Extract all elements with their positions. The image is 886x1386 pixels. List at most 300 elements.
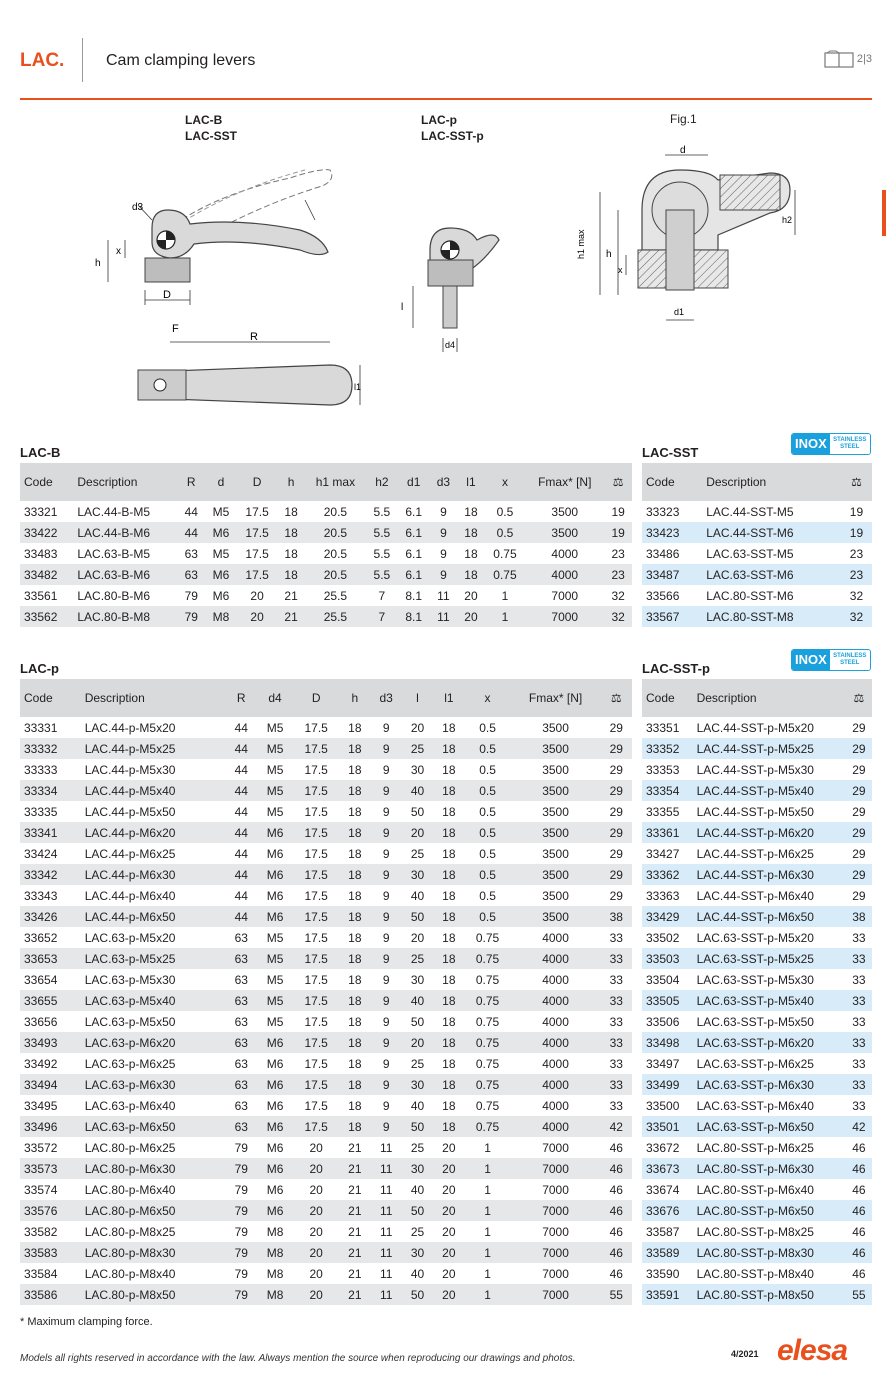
table-cell: 17.5 — [245, 504, 269, 519]
table-cell: 18 — [284, 546, 298, 561]
table-cell: 46 — [601, 1200, 632, 1221]
table-cell: 18 — [442, 720, 456, 735]
table-cell: 0.75 — [475, 930, 500, 945]
table-cell: 33654 — [24, 972, 58, 987]
table-cell: M6 — [205, 522, 237, 543]
dim-h: h — [95, 258, 101, 269]
table-row — [20, 1095, 632, 1116]
table-cell: 18 — [348, 888, 362, 903]
table-cell: 0.5 — [465, 822, 511, 843]
table-row — [642, 738, 872, 759]
table-cell: 33501 — [642, 1116, 693, 1137]
table-cell: 6.1 — [405, 546, 423, 561]
table-cell: 33 — [846, 1032, 872, 1053]
table-cell: LAC.44-SST-p-M5x25 — [693, 738, 846, 759]
table-cell: 20.5 — [323, 504, 348, 519]
table-cell: M6 — [257, 864, 293, 885]
table-cell: LAC.80-p-M8x50 — [81, 1284, 226, 1305]
table-cell: 29 — [609, 762, 623, 777]
table-cell: LAC.63-p-M5x40 — [81, 990, 226, 1011]
table-cell: 23 — [841, 543, 872, 564]
table-cell: 32 — [841, 585, 872, 606]
table-cell: 46 — [846, 1263, 872, 1284]
table-cell: M5 — [257, 948, 293, 969]
table-cell: 44 — [177, 522, 205, 543]
dim-x-fig: x — [618, 265, 623, 275]
table-cell: 46 — [846, 1179, 872, 1200]
table-cell: 20 — [293, 1200, 339, 1221]
table-cell: 18 — [348, 762, 362, 777]
table-cell: 18 — [433, 1074, 464, 1095]
table-cell: 1 — [465, 1200, 511, 1221]
table-cell: 18 — [464, 504, 478, 519]
table-cell: M6 — [266, 888, 284, 903]
table-cell: 17.5 — [304, 1056, 328, 1071]
table-row — [20, 843, 632, 864]
inox-sublabel-2: STAINLESS STEEL — [830, 650, 870, 670]
column-header: ⚖ — [601, 679, 632, 717]
table-cell: M8 — [257, 1242, 293, 1263]
table-cell: 11 — [430, 606, 458, 627]
section-title-lac-b: LAC-B — [20, 445, 61, 460]
table-cell: LAC.44-p-M6x40 — [84, 888, 176, 903]
table-cell: 20 — [442, 1182, 456, 1197]
column-header: Description — [693, 679, 846, 717]
column-header: R — [226, 679, 257, 717]
table-row — [642, 1116, 872, 1137]
dim-l1: l1 — [354, 382, 362, 392]
table-cell: 29 — [846, 780, 872, 801]
table-cell: 18 — [433, 1032, 464, 1053]
table-cell: 33332 — [20, 738, 81, 759]
table-cell: 1 — [484, 1140, 491, 1155]
table-cell: 33574 — [24, 1182, 58, 1197]
table-cell: 0.75 — [485, 564, 525, 585]
table-cell: M6 — [266, 1140, 284, 1155]
table-cell: 7000 — [542, 1266, 569, 1281]
column-header: x — [485, 463, 525, 501]
table-cell: LAC.80-p-M6x30 — [81, 1158, 226, 1179]
table-cell: 17.5 — [293, 738, 339, 759]
table-cell: 42 — [601, 1116, 632, 1137]
table-cell: LAC.63-p-M6x20 — [81, 1032, 226, 1053]
table-cell: 29 — [609, 846, 623, 861]
table-cell: 6.1 — [405, 504, 423, 519]
table-cell: 18 — [348, 1056, 362, 1071]
table-cell: 20 — [433, 1284, 464, 1305]
table-cell: 9 — [371, 948, 402, 969]
dim-d3: d3 — [132, 202, 144, 213]
table-cell: 33342 — [20, 864, 81, 885]
table-cell: 7000 — [511, 1284, 601, 1305]
table-cell: 8.1 — [398, 606, 430, 627]
table-cell: M6 — [266, 1182, 284, 1197]
table-cell: 18 — [442, 888, 456, 903]
table-cell: M6 — [257, 1116, 293, 1137]
table-cell: 7000 — [511, 1242, 601, 1263]
table-cell: 4000 — [511, 1116, 601, 1137]
table-cell: 1 — [465, 1284, 511, 1305]
table-cell: 33 — [609, 930, 623, 945]
table-cell: 20 — [309, 1266, 323, 1281]
table-cell: 18 — [339, 906, 370, 927]
table-cell: 46 — [846, 1158, 872, 1179]
table-cell: 33426 — [20, 906, 81, 927]
table-cell: 20 — [433, 1200, 464, 1221]
table-cell: 4000 — [511, 948, 601, 969]
table-cell: 20 — [402, 1032, 433, 1053]
table-cell: 33321 — [24, 504, 58, 519]
table-cell: 8.1 — [405, 588, 423, 603]
table-cell: LAC.80-SST-p-M8x25 — [693, 1221, 846, 1242]
table-cell: LAC.80-SST-p-M8x50 — [693, 1284, 846, 1305]
table-cell: 33674 — [642, 1179, 693, 1200]
column-header: ⚖ — [841, 463, 872, 501]
table-cell: 3500 — [511, 780, 601, 801]
table-cell: LAC.63-p-M5x25 — [81, 948, 226, 969]
table-cell: M5 — [212, 504, 230, 519]
table-cell: LAC.80-SST-p-M8x30 — [693, 1242, 846, 1263]
table-cell: 33503 — [642, 948, 693, 969]
lac-b-top-drawing — [130, 320, 370, 420]
table-cell: 33352 — [642, 738, 693, 759]
table-cell: 33354 — [642, 780, 693, 801]
header-divider — [82, 38, 83, 82]
table-cell: LAC.63-SST-p-M6x25 — [693, 1053, 846, 1074]
table-cell: 29 — [846, 885, 872, 906]
column-header: D — [237, 463, 277, 501]
table-cell: 0.5 — [479, 846, 496, 861]
table-cell: LAC.80-p-M8x30 — [81, 1242, 226, 1263]
table-row — [642, 585, 872, 606]
table-row — [642, 906, 872, 927]
table-row — [20, 1284, 632, 1305]
table-cell: 44 — [184, 504, 198, 519]
table-cell: 46 — [846, 1221, 872, 1242]
table-cell: 21 — [348, 1140, 362, 1155]
table-cell: LAC.80-B-M8 — [73, 606, 177, 627]
table-cell: LAC.44-SST-M5 — [702, 501, 841, 522]
table-cell: 33494 — [20, 1074, 81, 1095]
table-cell: 33496 — [20, 1116, 81, 1137]
table-cell: 18 — [433, 780, 464, 801]
page-number: 2|3 — [856, 53, 872, 65]
table-cell: 17.5 — [245, 546, 269, 561]
table-cell: 18 — [433, 990, 464, 1011]
table-cell: 50 — [402, 906, 433, 927]
table-row — [20, 1032, 632, 1053]
table-row — [642, 543, 872, 564]
table-cell: 18 — [284, 504, 298, 519]
table-cell: 9 — [371, 738, 402, 759]
table-cell: 63 — [234, 1098, 248, 1113]
drawing-label-lac-p — [421, 112, 484, 144]
table-cell: 0.5 — [485, 522, 525, 543]
table-cell: 33587 — [642, 1221, 693, 1242]
table-cell: 33495 — [24, 1098, 58, 1113]
table-row — [20, 1200, 632, 1221]
table-cell: 32 — [611, 588, 625, 603]
table-cell: 20 — [442, 1140, 456, 1155]
table-cell: 29 — [601, 780, 632, 801]
table-cell: 17.5 — [293, 864, 339, 885]
table-cell: 17.5 — [237, 522, 277, 543]
table-cell: LAC.44-SST-p-M6x50 — [693, 906, 846, 927]
dim-d4: d4 — [445, 340, 456, 350]
section-title-lac-p: LAC-p — [20, 661, 59, 676]
table-cell: LAC.63-B-M6 — [73, 564, 177, 585]
table-cell: 46 — [846, 1200, 872, 1221]
table-cell: 18 — [457, 522, 485, 543]
table-cell: 33363 — [642, 885, 693, 906]
table-row — [642, 1158, 872, 1179]
table-cell: 9 — [382, 762, 390, 777]
table-cell: M6 — [266, 1056, 284, 1071]
table-row — [642, 1137, 872, 1158]
table-cell: 33335 — [24, 804, 58, 819]
table-cell: 29 — [609, 888, 623, 903]
table-cell: 33498 — [642, 1032, 693, 1053]
table-cell: 1 — [465, 1158, 511, 1179]
lac-b-side-drawing — [90, 140, 360, 315]
table-cell: 44 — [226, 906, 257, 927]
table-cell: 20 — [293, 1158, 339, 1179]
table-cell: 0.5 — [479, 720, 496, 735]
table-cell: 50 — [402, 1116, 433, 1137]
table-row — [20, 1179, 632, 1200]
table-cell: LAC.80-SST-p-M6x50 — [693, 1200, 846, 1221]
table-cell: 18 — [442, 762, 456, 777]
table-cell: 0.5 — [465, 780, 511, 801]
table-row — [642, 927, 872, 948]
table-cell: 33 — [609, 1014, 623, 1029]
table-cell: 33 — [846, 948, 872, 969]
table-cell: 63 — [226, 948, 257, 969]
inox-label-2: INOX — [792, 650, 830, 670]
table-cell: 3500 — [542, 804, 569, 819]
table-cell: 33422 — [20, 522, 73, 543]
table-cell: 44 — [226, 780, 257, 801]
table-cell: 17.5 — [293, 990, 339, 1011]
table-cell: M6 — [205, 564, 237, 585]
table-cell: LAC.44-SST-p-M6x20 — [693, 822, 846, 843]
table-cell: 33493 — [20, 1032, 81, 1053]
table-cell: 5.5 — [366, 564, 398, 585]
table-row — [642, 822, 872, 843]
table-cell: 25 — [410, 1056, 425, 1071]
table-cell: 18 — [433, 906, 464, 927]
inox-sublabel: STAINLESS STEEL — [830, 434, 870, 454]
table-cell: 79 — [226, 1158, 257, 1179]
table-row — [642, 1200, 872, 1221]
column-header: l — [402, 679, 433, 717]
table-cell: 33561 — [24, 588, 58, 603]
dim-d1: d1 — [674, 307, 685, 317]
page-title: Cam clamping levers — [106, 52, 256, 69]
table-cell: 79 — [234, 1140, 248, 1155]
table-cell: 9 — [430, 522, 458, 543]
table-cell: 0.75 — [465, 990, 511, 1011]
table-cell: 46 — [846, 1137, 872, 1158]
table-row — [642, 843, 872, 864]
table-cell: 0.5 — [496, 504, 514, 519]
column-header: h1 max — [305, 463, 366, 501]
table-row — [642, 606, 872, 627]
table-cell: LAC.80-SST-M8 — [702, 606, 841, 627]
table-cell: 17.5 — [304, 762, 328, 777]
table-cell: LAC.44-B-M6 — [73, 522, 177, 543]
column-header: d3 — [371, 679, 402, 717]
table-row — [642, 864, 872, 885]
table-cell: 25 — [410, 846, 425, 861]
table-cell: LAC.44-p-M5x20 — [84, 720, 176, 735]
table-cell: LAC.63-SST-p-M5x50 — [693, 1011, 846, 1032]
table-cell: 33567 — [642, 606, 702, 627]
table-cell: 29 — [609, 720, 623, 735]
table-cell: 40 — [402, 990, 433, 1011]
table-cell: 33576 — [20, 1200, 81, 1221]
table-cell: 18 — [433, 738, 464, 759]
table-cell: 33504 — [642, 969, 693, 990]
table-cell: 33584 — [24, 1266, 58, 1281]
table-cell: M8 — [266, 1224, 284, 1239]
lac-b-table — [20, 463, 632, 627]
fig1-drawing — [570, 135, 810, 330]
table-cell: 33323 — [642, 501, 702, 522]
table-cell: 18 — [339, 864, 370, 885]
table-cell: 3500 — [511, 906, 601, 927]
table-cell: LAC.63-SST-p-M5x20 — [693, 927, 846, 948]
table-cell: LAC.44-p-M5x25 — [81, 738, 226, 759]
table-cell: 46 — [609, 1182, 623, 1197]
table-cell: 30 — [402, 1158, 433, 1179]
table-row — [642, 564, 872, 585]
column-header: h — [277, 463, 305, 501]
table-row — [642, 1011, 872, 1032]
table-cell: 33582 — [24, 1224, 58, 1239]
table-cell: 33 — [601, 1074, 632, 1095]
table-cell: 17.5 — [293, 906, 339, 927]
table-cell: 20 — [464, 588, 478, 603]
table-cell: 0.75 — [475, 972, 500, 987]
table-cell: 9 — [371, 990, 402, 1011]
table-cell: 3500 — [525, 522, 604, 543]
table-cell: 17.5 — [293, 780, 339, 801]
table-row — [642, 1284, 872, 1305]
table-cell: 79 — [177, 606, 205, 627]
table-row — [642, 801, 872, 822]
table-cell: 4000 — [542, 1014, 569, 1029]
table-cell: 17.5 — [237, 564, 277, 585]
table-cell: 3500 — [511, 738, 601, 759]
table-cell: M6 — [257, 822, 293, 843]
table-cell: 17.5 — [293, 1074, 339, 1095]
table-cell: 33487 — [642, 564, 702, 585]
column-header: ⚖ — [846, 679, 872, 717]
table-cell: 20 — [293, 1284, 339, 1305]
table-cell: LAC.80-SST-p-M6x40 — [693, 1179, 846, 1200]
table-row — [642, 759, 872, 780]
table-cell: 20.5 — [305, 522, 366, 543]
table-cell: 33427 — [642, 843, 693, 864]
table-cell: 20 — [309, 1140, 323, 1155]
table-cell: 18 — [348, 846, 362, 861]
table-cell: 4000 — [511, 1032, 601, 1053]
table-cell: 5.5 — [373, 504, 391, 519]
table-cell: 18 — [348, 972, 362, 987]
copyright-notice: Models all rights reserved in accordance with the law. Always mention the source when reproducing our drawings and photos. — [20, 1353, 576, 1364]
table-cell: 29 — [846, 801, 872, 822]
table-row — [20, 738, 632, 759]
table-cell: 46 — [601, 1242, 632, 1263]
table-cell: 7 — [366, 606, 398, 627]
table-cell: 30 — [410, 762, 425, 777]
table-cell: M8 — [205, 606, 237, 627]
table-cell: LAC.63-p-M6x30 — [81, 1074, 226, 1095]
table-cell: 18 — [442, 972, 456, 987]
label-lac-sst: LAC-SST — [185, 129, 237, 143]
table-cell: 18 — [348, 930, 362, 945]
table-cell: 20 — [402, 822, 433, 843]
table-cell: 25 — [402, 738, 433, 759]
table-row — [20, 1263, 632, 1284]
table-row — [20, 759, 632, 780]
table-cell: 20 — [237, 606, 277, 627]
table-cell: 0.75 — [475, 1014, 500, 1029]
table-cell: 5.5 — [366, 522, 398, 543]
table-cell: 33586 — [20, 1284, 81, 1305]
table-cell: 7000 — [542, 1140, 569, 1155]
table-row — [20, 564, 632, 585]
table-cell: LAC.63-p-M5x30 — [84, 972, 176, 987]
table-cell: 18 — [339, 780, 370, 801]
table-cell: 20 — [410, 720, 425, 735]
table-cell: 18 — [339, 1032, 370, 1053]
table-cell: 29 — [846, 759, 872, 780]
table-cell: 40 — [410, 1182, 425, 1197]
table-cell: 33351 — [642, 717, 693, 738]
table-cell: 18 — [457, 564, 485, 585]
table-cell: 33589 — [642, 1242, 693, 1263]
table-cell: 4000 — [511, 1074, 601, 1095]
table-cell: 33572 — [24, 1140, 58, 1155]
table-row — [20, 501, 632, 522]
table-row — [20, 1158, 632, 1179]
table-cell: 21 — [339, 1158, 370, 1179]
table-cell: 17.5 — [304, 804, 328, 819]
table-cell: 7000 — [542, 1182, 569, 1197]
table-cell: 33423 — [642, 522, 702, 543]
table-cell: 0.5 — [479, 888, 496, 903]
table-cell: 63 — [184, 546, 198, 561]
table-cell: 33 — [846, 1074, 872, 1095]
table-cell: 30 — [402, 864, 433, 885]
table-row — [20, 606, 632, 627]
label-lac-p: LAC-p — [421, 113, 457, 127]
table-row — [20, 780, 632, 801]
table-cell: 33333 — [24, 762, 58, 777]
table-row — [20, 1242, 632, 1263]
table-cell: 33483 — [24, 546, 58, 561]
table-cell: 9 — [382, 1056, 390, 1071]
table-row — [20, 1116, 632, 1137]
table-cell: 33566 — [642, 585, 702, 606]
column-header: Code — [20, 463, 73, 501]
table-cell: 33497 — [642, 1053, 693, 1074]
table-cell: 79 — [234, 1182, 248, 1197]
table-cell: 11 — [379, 1224, 393, 1239]
figure-label: Fig.1 — [670, 112, 697, 126]
